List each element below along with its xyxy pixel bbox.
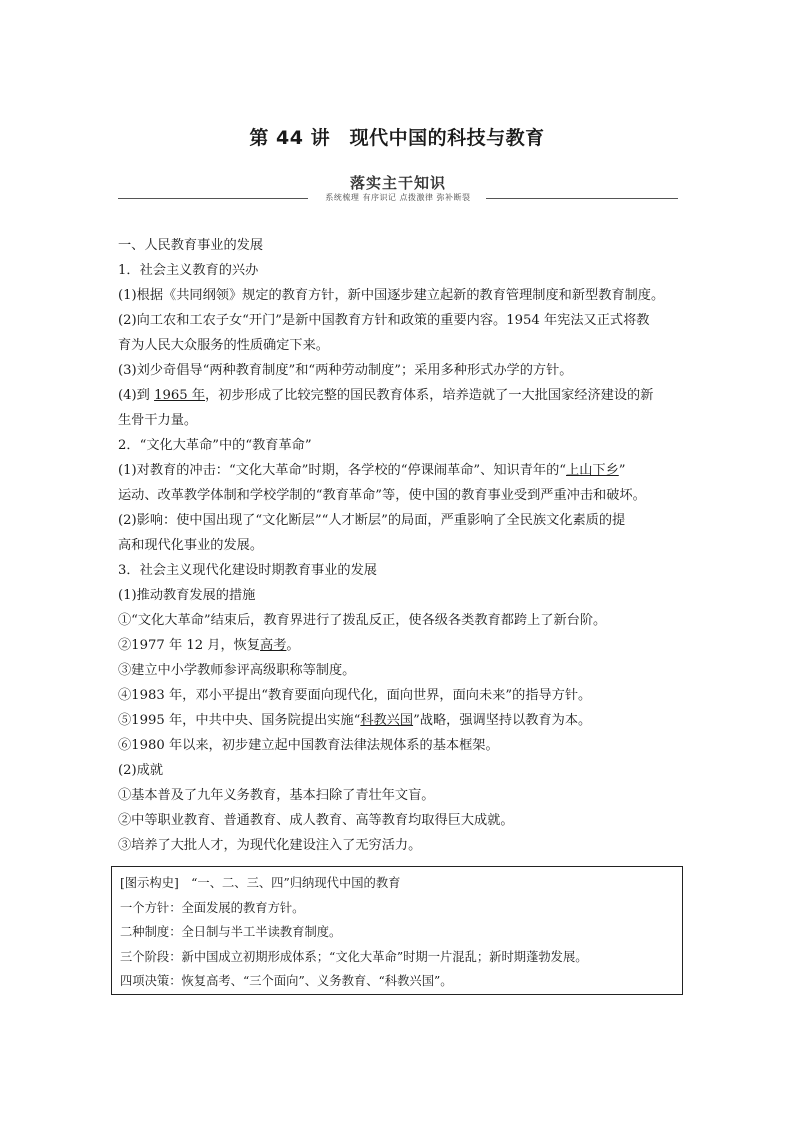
- paragraph: 运动、改革教学体制和学校学制的“教育革命”等，使中国的教育事业受到严重冲击和破坏。: [118, 488, 646, 503]
- text: ”战略，强调坚持以教育为本。: [413, 713, 592, 728]
- paragraph: (2)向工农和工农子女“开门”是新中国教育方针和政策的重要内容。1954 年宪法又正式将教: [118, 313, 650, 328]
- subheading: 2．“文化大革命”中的“教育革命”: [118, 438, 312, 453]
- paragraph: (2)影响：使中国出现了“文化断层”“人才断层”的局面，严重影响了全民族文化素质的提: [118, 513, 626, 528]
- text: ②1977 年 12 月，恢复: [118, 638, 261, 653]
- text: ，初步形成了比较完整的国民教育体系，培养造就了一大批国家经济建设的新: [205, 388, 654, 403]
- list-item: ③培养了大批人才，为现代化建设注入了无穷活力。: [118, 838, 422, 853]
- list-item: ③建立中小学教师参评高级职称等制度。: [118, 663, 356, 678]
- list-item: [118, 633, 678, 658]
- text: ”: [618, 463, 626, 478]
- box-heading: [120, 871, 674, 896]
- text: 。: [286, 638, 300, 653]
- list-item: ①“文化大革命”结束后，教育界进行了拨乱反正，使各级各类教育都跨上了新台阶。: [118, 613, 607, 628]
- box-title: “一、二、三、四”归纳现代中国的教育: [191, 876, 401, 890]
- list-item: ④1983 年，邓小平提出“教育要面向现代化，面向世界，面向未来”的指导方针。: [118, 688, 592, 703]
- paragraph: (1)推动教育发展的措施: [118, 588, 256, 603]
- underlined-term: 1965 年: [154, 388, 206, 403]
- box-line: 二种制度：全日制与半工半读教育制度。: [120, 925, 342, 939]
- paragraph: 高和现代化事业的发展。: [118, 538, 264, 553]
- main-content: [118, 233, 678, 858]
- paragraph: [118, 458, 678, 483]
- list-item: ⑥1980 年以来，初步建立起中国教育法律法规体系的基本框架。: [118, 738, 499, 753]
- paragraph: (1)根据《共同纲领》规定的教育方针，新中国逐步建立起新的教育管理制度和新型教育制度。: [118, 288, 665, 303]
- box-line: 一个方针：全面发展的教育方针。: [120, 900, 305, 915]
- text: ⑤1995 年，中共中央、国务院提出实施“: [118, 713, 361, 728]
- paragraph: 育为人民大众服务的性质确定下来。: [118, 338, 329, 353]
- list-item: ①基本普及了九年义务教育，基本扫除了青壮年文盲。: [118, 788, 435, 803]
- text: (4)到: [118, 388, 155, 403]
- box-line: 三个阶段：新中国成立初期形成体系；“文化大革命”时期一片混乱；新时期蓬勃发展。: [120, 949, 588, 964]
- paragraph: (2)成就: [118, 763, 164, 778]
- paragraph: (3)刘少奇倡导“两种教育制度”和“两种劳动制度”；采用多种形式办学的方针。: [118, 363, 573, 378]
- section-banner: [118, 170, 678, 206]
- page-title: 第 44 讲 现代中国的科技与教育: [249, 127, 545, 149]
- subheading: 3．社会主义现代化建设时期教育事业的发展: [118, 563, 377, 578]
- box-line: 四项决策：恢复高考、“三个面向”、义务教育、“科教兴国”。: [120, 974, 453, 988]
- summary-box: [111, 866, 683, 995]
- underlined-term: 上山下乡: [566, 463, 619, 478]
- box-tag: [图示构史]: [120, 876, 179, 890]
- section-heading: 一、人民教育事业的发展: [118, 238, 264, 253]
- text: (1)对教育的冲击：“文化大革命”时期，各学校的“停课闹革命”、知识青年的“: [118, 463, 567, 478]
- list-item: [118, 708, 678, 733]
- underlined-term: 高考: [260, 638, 287, 653]
- underlined-term: 科教兴国: [360, 713, 414, 728]
- banner-subtitle: 系统梳理 有序识记 点拨激律 弥补断裂: [325, 193, 471, 202]
- list-item: ②中等职业教育、普通教育、成人教育、高等教育均取得巨大成就。: [118, 813, 514, 828]
- paragraph: [118, 383, 678, 408]
- paragraph: 生骨干力量。: [118, 413, 198, 428]
- subheading: 1．社会主义教育的兴办: [118, 263, 259, 278]
- banner-title: 落实主干知识: [349, 174, 446, 192]
